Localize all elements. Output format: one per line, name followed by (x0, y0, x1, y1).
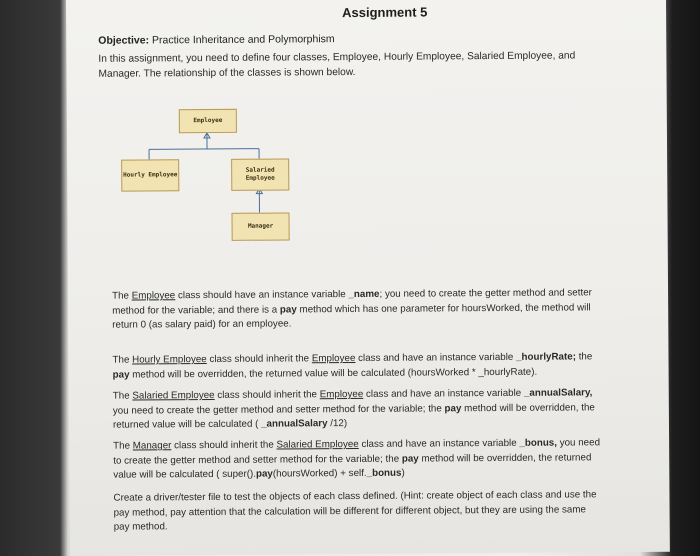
p2-class-employee: Employee (311, 352, 356, 365)
p4-text-4: you need to create the getter method and setter method for the variable; the (113, 437, 601, 467)
p3-text-4: you need to create the getter method and setter method for the variable; the (112, 402, 445, 417)
manager-paragraph (113, 436, 601, 483)
objective-line (98, 33, 334, 47)
p2-text-2: class should inherit the (206, 353, 312, 366)
p3-class-employee: Employee (319, 388, 364, 401)
p3-text-5: method will be overridden, the returned value will be calculated ( (112, 401, 595, 431)
p1-text-1: The (112, 290, 132, 302)
p2-text-3: class and have an instance variable (355, 351, 517, 364)
p4-text-1: The (113, 440, 133, 452)
p4-var-bonus: _bonus, (519, 437, 558, 449)
p4-class-manager: Manager (132, 440, 172, 452)
objective-label: Objective: (98, 34, 150, 47)
p4-text-2: class should inherit the (171, 439, 277, 452)
manager-class-box: Manager (231, 212, 289, 240)
p2-text-5: method will be overridden, the returned value will be calculated (hoursWorked * _hourlyRate). (129, 366, 538, 381)
driver-paragraph: Create a driver/tester file to test the objects of each class defined. (Hint: create object of each class and use the pay method, pay attention that the calculation will be different for different object, but they are using the same pay method. (113, 489, 597, 533)
page-title: Assignment 5 (342, 4, 428, 21)
p4-text-7: ) (401, 467, 405, 479)
p3-var-annual-salary: _annualSalary, (523, 387, 593, 399)
employee-paragraph (112, 286, 600, 333)
p4-text-5: method will be overridden, the returned value will be calculated ( super(). (113, 451, 592, 481)
p2-class-hourly: Hourly Employee (132, 354, 207, 366)
p1-text-3: ; you need to create the getter method and setter method for the variable; and there is a (112, 287, 592, 317)
p3-class-salaried: Salaried Employee (132, 389, 215, 402)
p3-text-3: class and have an instance variable (363, 387, 524, 400)
p4-class-salaried: Salaried Employee (276, 438, 359, 451)
p2-pay-method: pay (112, 369, 130, 381)
p4-text-6: (hoursWorked) + self. (272, 468, 367, 480)
p3-text-6: /12) (327, 418, 348, 430)
p3-pay-method: pay (444, 402, 462, 414)
hourly-employee-class-box: Hourly Employee (121, 159, 179, 191)
p1-class-employee: Employee (131, 290, 176, 302)
p1-text-4: method which has one parameter for hoursWorked, the method will return 0 (as salary paid) for an employee. (112, 301, 591, 331)
p1-var-name: _name (348, 288, 380, 301)
intro-paragraph: In this assignment, you need to define four classes, Employee, Hourly Employee, Salaried Employee, and Manager. The relationship of the classes is shown below. (98, 50, 576, 80)
p4-pay-method: pay (401, 453, 419, 465)
p2-text-4: the (575, 351, 593, 363)
p1-pay-method: pay (279, 303, 297, 316)
salaried-employee-class-box: Salaried Employee (231, 158, 289, 190)
salaried-employee-paragraph (113, 386, 601, 433)
p2-text-1: The (112, 354, 133, 366)
p3-text-1: The (112, 390, 133, 402)
p1-text-2: class should have an instance variable (175, 289, 349, 302)
p3-text-2: class should inherit the (214, 389, 320, 401)
class-diagram (107, 108, 308, 249)
p4-text-3: class and have an instance variable (358, 437, 520, 450)
employee-class-box: Employee (179, 109, 237, 133)
p2-var-hourly-rate: _hourlyRate; (516, 351, 577, 363)
p4-var-bonus-2: _bonus (366, 467, 402, 480)
p4-pay-method-2: pay (255, 468, 273, 480)
objective-text: Practice Inheritance and Polymorphism (149, 33, 335, 47)
hourly-employee-paragraph (112, 350, 600, 383)
p3-var-annual-salary-2: _annualSalary (261, 418, 328, 430)
document-page (66, 0, 670, 556)
